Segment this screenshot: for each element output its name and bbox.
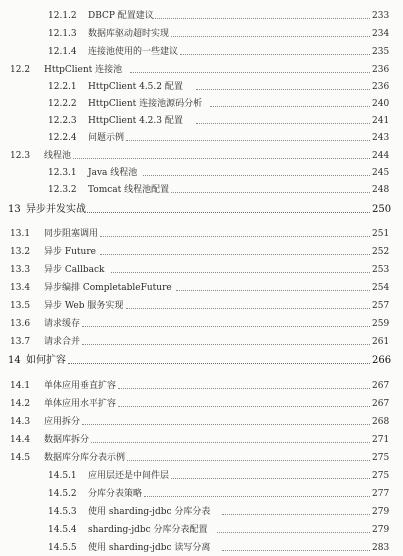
- toc-page-number: 283: [372, 543, 390, 553]
- toc-number: 13: [8, 204, 21, 215]
- toc-title: HttpClient 4.2.3 配置: [88, 116, 183, 126]
- toc-page-number: 234: [372, 29, 390, 39]
- toc-section-entry: [0, 62, 403, 78]
- toc-chapter-entry: [0, 353, 403, 369]
- toc-subsection-entry: [0, 113, 403, 129]
- dot-leader: [100, 254, 370, 255]
- dot-leader: [73, 158, 370, 159]
- toc-title: 单体应用垂直扩容: [44, 381, 117, 391]
- toc-page-number: 275: [372, 471, 390, 481]
- toc-number: 14.1: [10, 381, 31, 391]
- toc-chapter-entry: [0, 202, 403, 218]
- toc-section-entry: [0, 450, 403, 466]
- toc-section-entry: [0, 148, 403, 164]
- toc-section-entry: [0, 396, 403, 412]
- toc-page-number: 243: [372, 133, 390, 143]
- toc-number: 12.1.4: [48, 47, 77, 57]
- dot-leader: [68, 363, 370, 364]
- toc-subsection-entry: [0, 26, 403, 42]
- toc-page-number: 275: [372, 453, 390, 463]
- toc-number: 13.6: [10, 319, 31, 329]
- dot-leader: [126, 140, 370, 141]
- toc-title: 数据库拆分: [44, 435, 90, 445]
- toc-number: 14.5.2: [48, 489, 77, 499]
- toc-number: 14.2: [10, 399, 31, 409]
- toc-number: 14.4: [10, 435, 31, 445]
- toc-subsection-entry: [0, 44, 403, 60]
- toc-section-entry: [0, 226, 403, 242]
- toc-subsection-entry: [0, 79, 403, 95]
- toc-section-entry: [0, 262, 403, 278]
- dot-leader: [87, 212, 370, 213]
- toc-number: 14.5.3: [48, 507, 77, 517]
- toc-page-number: 235: [372, 47, 390, 57]
- toc-subsection-entry: [0, 130, 403, 146]
- dot-leader: [176, 290, 370, 291]
- dot-leader: [222, 550, 370, 551]
- toc-title: 异步并发实战: [26, 204, 86, 215]
- dot-leader: [171, 478, 370, 479]
- toc-title: 同步阻塞调用: [44, 229, 99, 239]
- toc-page-number: 254: [372, 283, 390, 293]
- toc-page-number: 267: [372, 399, 390, 409]
- toc-title: 问题示例: [88, 133, 125, 143]
- toc-subsection-entry: [0, 540, 403, 556]
- toc-number: 12.2.2: [48, 99, 77, 109]
- toc-page-number: 266: [372, 355, 392, 366]
- dot-leader: [82, 344, 370, 345]
- dot-leader: [152, 18, 370, 19]
- toc-number: 13.5: [10, 301, 31, 311]
- dot-leader: [118, 388, 370, 389]
- toc-number: 14.3: [10, 417, 31, 427]
- toc-subsection-entry: [0, 8, 403, 24]
- toc-number: 12.2.1: [48, 82, 77, 92]
- dot-leader: [196, 123, 370, 124]
- toc-number: 13.7: [10, 337, 31, 347]
- toc-title: 使用 sharding-jdbc 读写分离: [88, 543, 211, 553]
- toc-section-entry: [0, 280, 403, 296]
- toc-title: 请求合并: [44, 337, 81, 347]
- toc-page-number: 252: [372, 247, 390, 257]
- toc-page-number: 250: [372, 204, 392, 215]
- toc-title: DBCP 配置建议: [88, 11, 154, 21]
- toc-title: sharding-jdbc 分库分表配置: [88, 525, 208, 535]
- dot-leader: [210, 106, 370, 107]
- toc-title: 连接池使用的一些建议: [88, 47, 179, 57]
- toc-title: 如何扩容: [26, 355, 66, 366]
- dot-leader: [126, 308, 370, 309]
- toc-number: 13.2: [10, 247, 31, 257]
- toc-title: 应用拆分: [44, 417, 81, 427]
- dot-leader: [180, 54, 370, 55]
- toc-section-entry: [0, 414, 403, 430]
- toc-title: 数据库驱动超时实现: [88, 29, 170, 39]
- toc-subsection-entry: [0, 182, 403, 198]
- toc-number: 12.3.1: [48, 168, 77, 178]
- dot-leader: [100, 236, 370, 237]
- toc-page-number: 236: [372, 82, 390, 92]
- dot-leader: [144, 496, 370, 497]
- toc-title: HttpClient 连接池源码分析: [88, 99, 203, 109]
- toc-title: Tomcat 线程池配置: [88, 185, 170, 195]
- dot-leader: [118, 406, 370, 407]
- toc-title: 应用层还是中间件层: [88, 471, 170, 481]
- toc-page-number: 245: [372, 168, 390, 178]
- dot-leader: [171, 192, 370, 193]
- dot-leader: [82, 326, 370, 327]
- dot-leader: [82, 424, 370, 425]
- toc-subsection-entry: [0, 486, 403, 502]
- toc-page-number: 233: [372, 11, 390, 21]
- toc-page-number: 259: [372, 319, 390, 329]
- toc-page-number: 277: [372, 489, 390, 499]
- toc-number: 14: [8, 355, 21, 366]
- dot-leader: [111, 272, 370, 273]
- toc-title: Java 线程池: [88, 168, 138, 178]
- toc-title: 异步 Web 服务实现: [44, 301, 124, 311]
- dot-leader: [171, 36, 370, 37]
- toc-section-entry: [0, 432, 403, 448]
- toc-number: 12.2: [10, 65, 31, 75]
- toc-page-number: 248: [372, 185, 390, 195]
- toc-title: 数据库分库分表示例: [44, 453, 126, 463]
- toc-number: 12.3: [10, 151, 31, 161]
- toc-title: 异步编排 CompletableFuture: [44, 283, 172, 293]
- dot-leader: [130, 72, 370, 73]
- toc-number: 12.2.4: [48, 133, 77, 143]
- toc-section-entry: [0, 244, 403, 260]
- toc-section-entry: [0, 334, 403, 350]
- toc-page-number: 271: [372, 435, 390, 445]
- toc-number: 14.5.1: [48, 471, 77, 481]
- toc-subsection-entry: [0, 468, 403, 484]
- toc-page-number: 279: [372, 507, 390, 517]
- toc-title: 线程池: [44, 151, 72, 161]
- toc-number: 14.5.5: [48, 543, 77, 553]
- toc-title: HttpClient 4.5.2 配置: [88, 82, 183, 92]
- toc-page-number: 244: [372, 151, 390, 161]
- toc-title: 使用 sharding-jdbc 分库分表: [88, 507, 211, 517]
- dot-leader: [222, 514, 370, 515]
- toc-title: 请求缓存: [44, 319, 81, 329]
- toc-number: 13.1: [10, 229, 31, 239]
- toc-page-number: 261: [372, 337, 390, 347]
- toc-page-number: 257: [372, 301, 390, 311]
- toc-title: 异步 Callback: [44, 265, 105, 275]
- toc-section-entry: [0, 378, 403, 394]
- toc-subsection-entry: [0, 504, 403, 520]
- toc-number: 12.1.2: [48, 11, 77, 21]
- toc-page-number: 279: [372, 525, 390, 535]
- toc-title: 异步 Future: [44, 247, 96, 257]
- dot-leader: [143, 175, 370, 176]
- toc-subsection-entry: [0, 165, 403, 181]
- toc-subsection-entry: [0, 96, 403, 112]
- toc-page-number: 268: [372, 417, 390, 427]
- toc-title: HttpClient 连接池: [44, 65, 123, 75]
- toc-number: 13.3: [10, 265, 31, 275]
- toc-title: 分库分表策略: [88, 489, 143, 499]
- toc-number: 12.1.3: [48, 29, 77, 39]
- toc-number: 14.5.4: [48, 525, 77, 535]
- dot-leader: [91, 442, 370, 443]
- toc-number: 12.3.2: [48, 185, 77, 195]
- toc-page-number: 236: [372, 65, 390, 75]
- toc-page-number: 253: [372, 265, 390, 275]
- toc-section-entry: [0, 316, 403, 332]
- toc-number: 12.2.3: [48, 116, 77, 126]
- toc-page-number: 241: [372, 116, 390, 126]
- toc-subsection-entry: [0, 522, 403, 538]
- toc-number: 14.5: [10, 453, 31, 463]
- toc-title: 单体应用水平扩容: [44, 399, 117, 409]
- toc-page-number: 267: [372, 381, 390, 391]
- toc-page-number: 251: [372, 229, 390, 239]
- dot-leader: [127, 460, 370, 461]
- toc-page-number: 240: [372, 99, 390, 109]
- dot-leader: [217, 532, 370, 533]
- dot-leader: [196, 89, 370, 90]
- toc-number: 13.4: [10, 283, 31, 293]
- toc-section-entry: [0, 298, 403, 314]
